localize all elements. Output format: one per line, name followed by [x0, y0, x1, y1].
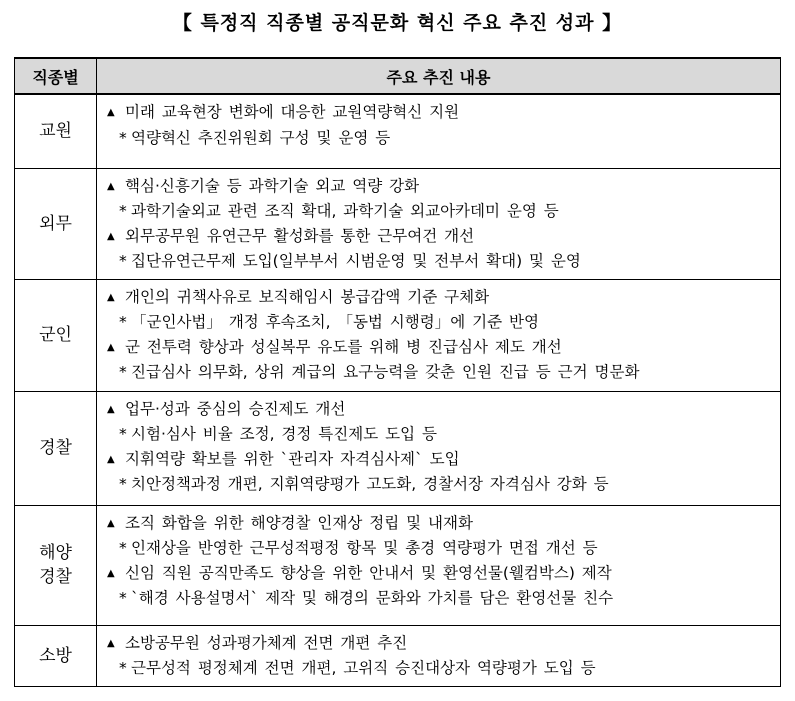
- content-cell: [97, 505, 781, 625]
- category-label: 경찰: [39, 438, 72, 458]
- main-item: [107, 397, 776, 423]
- sub-item: [107, 586, 776, 611]
- bullet-triangle-icon: ▲: [107, 107, 115, 118]
- sub-item: [107, 536, 776, 561]
- bullet-triangle-icon: ▲: [107, 403, 115, 415]
- sub-item-text: `해경 사용설명서` 제작 및 해경의 문화와 가치를 담은 환영선물 친수: [131, 589, 614, 607]
- sub-item: [107, 422, 776, 447]
- asterisk-icon: *: [119, 202, 127, 220]
- main-item: [107, 561, 776, 587]
- main-item: [107, 335, 776, 361]
- asterisk-icon: *: [119, 659, 127, 677]
- main-item-text: 조직 화합을 위한 해양경찰 인재상 정립 및 내재화: [125, 513, 473, 532]
- table-row: [15, 279, 781, 391]
- main-item-text: 개인의 귀책사유로 보직해임시 봉급감액 기준 구체화: [125, 287, 490, 306]
- category-label: 해양 경찰: [39, 543, 72, 587]
- asterisk-icon: *: [119, 363, 127, 381]
- category-cell: [15, 505, 97, 625]
- sub-item-text: 진급심사 의무화, 상위 계급의 요구능력을 갖춘 인원 진급 등 근거 명문화: [131, 363, 640, 381]
- main-item-text: 신임 직원 공직만족도 향상을 위한 안내서 및 환영선물(웰컴박스) 제작: [125, 563, 612, 582]
- category-cell: [15, 94, 97, 168]
- table-row: [15, 625, 781, 686]
- main-item: [107, 511, 776, 537]
- sub-item-text: 역량혁신 추진위원회 구성 및 운영 등: [131, 128, 391, 147]
- main-item: [107, 285, 776, 311]
- asterisk-icon: *: [119, 128, 127, 147]
- category-cell: [15, 625, 97, 686]
- header-category: 직종별: [15, 58, 97, 94]
- content-cell: [97, 168, 781, 279]
- asterisk-icon: *: [119, 313, 127, 331]
- sub-item: [107, 472, 776, 497]
- page-title: 【 특정직 직종별 공직문화 혁신 주요 추진 성과 】: [172, 12, 623, 34]
- category-label: 소방: [39, 645, 72, 666]
- bullet-triangle-icon: ▲: [107, 517, 115, 529]
- sub-item: [107, 126, 776, 151]
- table-row: [15, 168, 781, 279]
- sub-item-text: 집단유연근무제 도입(일부부서 시범운영 및 전부서 확대) 및 운영: [131, 252, 581, 270]
- bullet-triangle-icon: ▲: [107, 567, 115, 579]
- sub-item: [107, 656, 776, 681]
- table-row: [15, 391, 781, 505]
- main-item: [107, 224, 776, 250]
- category-cell: [15, 279, 97, 391]
- table-body: [15, 94, 781, 686]
- table-row: [15, 94, 781, 168]
- bullet-triangle-icon: ▲: [107, 291, 115, 303]
- table-header-row: [15, 58, 781, 94]
- bullet-triangle-icon: ▲: [107, 453, 115, 465]
- sub-item: [107, 310, 776, 335]
- main-item-text: 업무·성과 중심의 승진제도 개선: [125, 399, 346, 418]
- main-item-text: 군 전투력 향상과 성실복무 유도를 위해 병 진급심사 제도 개선: [125, 337, 562, 356]
- category-label: 외무: [39, 213, 72, 234]
- sub-item-text: 근무성적 평정체계 전면 개편, 고위직 승진대상자 역량평가 도입 등: [131, 659, 596, 677]
- category-cell: [15, 168, 97, 279]
- main-item: [107, 447, 776, 473]
- main-item: [107, 174, 776, 200]
- asterisk-icon: *: [119, 252, 127, 270]
- main-item-text: 핵심·신흥기술 등 과학기술 외교 역량 강화: [125, 176, 420, 195]
- sub-item-text: 시험·심사 비율 조정, 경정 특진제도 도입 등: [131, 425, 437, 443]
- content-cell: [97, 625, 781, 686]
- header-content: 주요 추진 내용: [97, 58, 781, 94]
- asterisk-icon: *: [119, 475, 127, 493]
- bullet-triangle-icon: ▲: [107, 230, 115, 242]
- main-item: [107, 100, 776, 126]
- main-item-text: 미래 교육현장 변화에 대응한 교원역량혁신 지원: [125, 103, 460, 121]
- asterisk-icon: *: [119, 425, 127, 443]
- sub-item: [107, 199, 776, 224]
- main-item-text: 외무공무원 유연근무 활성화를 통한 근무여건 개선: [125, 226, 475, 245]
- content-cell: [97, 279, 781, 391]
- sub-item: [107, 360, 776, 385]
- category-label: 군인: [39, 325, 72, 345]
- sub-item-text: 과학기술외교 관련 조직 확대, 과학기술 외교아카데미 운영 등: [131, 202, 559, 220]
- content-cell: [97, 391, 781, 505]
- sub-item-text: 「군인사법」 개정 후속조치, 「동법 시행령」에 기준 반영: [131, 313, 539, 331]
- main-item-text: 소방공무원 성과평가체계 전면 개편 추진: [125, 633, 408, 652]
- sub-item-text: 인재상을 반영한 근무성적평정 항목 및 총경 역량평가 면접 개선 등: [131, 539, 598, 557]
- bullet-triangle-icon: ▲: [107, 341, 115, 353]
- sub-item-text: 치안정책과정 개편, 지휘역량평가 고도화, 경찰서장 자격심사 강화 등: [131, 475, 609, 493]
- category-cell: [15, 391, 97, 505]
- asterisk-icon: *: [119, 589, 127, 607]
- category-label: 교원: [39, 121, 72, 142]
- bullet-triangle-icon: ▲: [107, 637, 115, 649]
- content-cell: [97, 94, 781, 168]
- bullet-triangle-icon: ▲: [107, 180, 115, 192]
- table-row: [15, 505, 781, 625]
- main-item: [107, 631, 776, 657]
- sub-item: [107, 249, 776, 274]
- asterisk-icon: *: [119, 539, 127, 557]
- achievements-table: [14, 57, 781, 687]
- main-item-text: 지휘역량 확보를 위한 `관리자 자격심사제` 도입: [125, 449, 460, 468]
